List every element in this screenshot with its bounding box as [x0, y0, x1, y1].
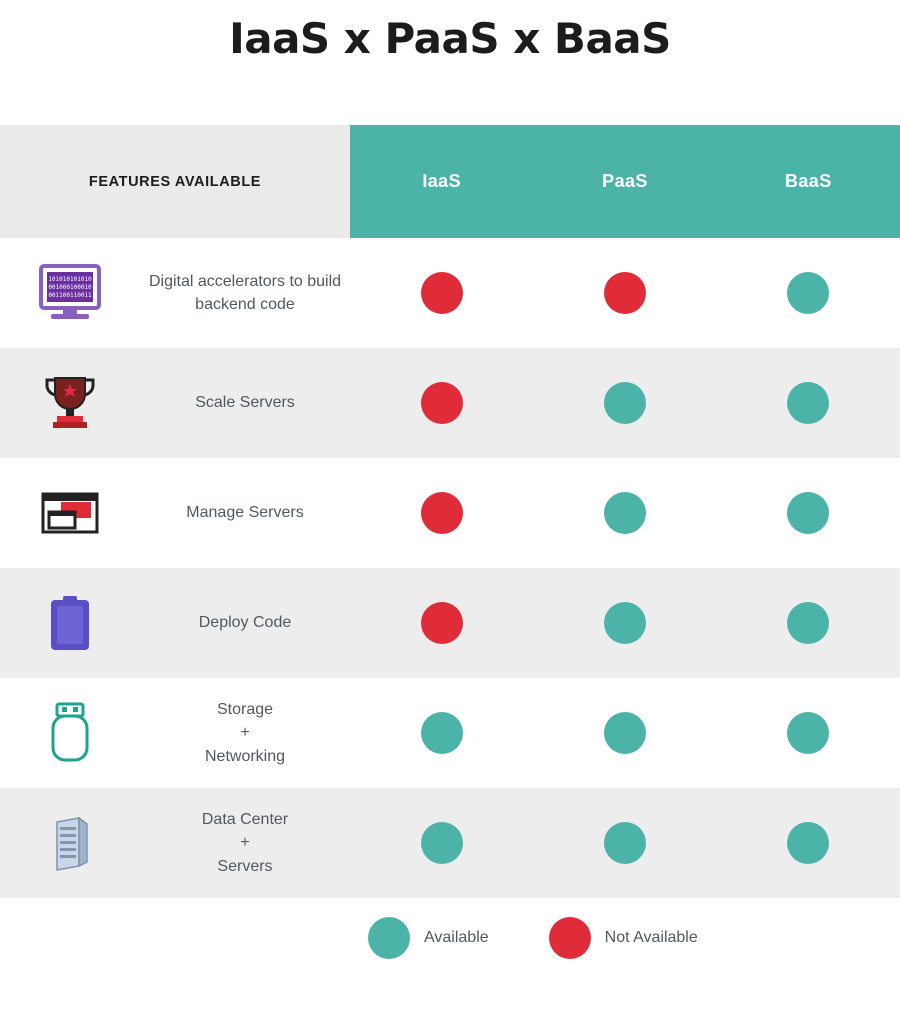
- row-label: Deploy Code: [198, 614, 292, 632]
- row-label-cell: [140, 568, 350, 678]
- value-cell-baas: [717, 382, 900, 424]
- row-values: [350, 458, 900, 568]
- value-cell-paas: [533, 822, 716, 864]
- table-row: [0, 458, 900, 568]
- column-header-iaas: IaaS: [422, 171, 461, 191]
- table-header-row: [0, 125, 900, 238]
- table-row: [0, 348, 900, 458]
- row-values: [350, 238, 900, 348]
- row-label-line-2: +: [240, 724, 250, 742]
- status-dot-available: [604, 822, 646, 864]
- row-label-cell: [140, 238, 350, 348]
- row-label-cell: [140, 678, 350, 788]
- value-cell-baas: [717, 272, 900, 314]
- row-icon-cell: [0, 678, 140, 788]
- features-header-label: FEATURES AVAILABLE: [88, 173, 262, 190]
- svg-text:101010101010: 101010101010: [48, 276, 92, 283]
- status-dot-available: [604, 602, 646, 644]
- table-row: [0, 238, 900, 348]
- row-label-line-1: Storage: [216, 701, 274, 719]
- row-label: [202, 808, 288, 878]
- status-dot-available: [787, 822, 829, 864]
- table-row: [0, 678, 900, 788]
- row-label: Scale Servers: [195, 394, 295, 412]
- row-values: [350, 568, 900, 678]
- row-icon-cell: [0, 568, 140, 678]
- monitor-binary-code-icon: [35, 258, 105, 328]
- legend-label-not-available: Not Available: [604, 929, 698, 946]
- legend-item-not-available: [549, 917, 698, 959]
- status-dot-available: [787, 272, 829, 314]
- legend-items: [350, 917, 900, 959]
- value-cell-paas: [533, 712, 716, 754]
- value-cell-baas: [717, 712, 900, 754]
- value-cell-iaas: [350, 712, 533, 754]
- value-cell-baas: [717, 822, 900, 864]
- row-label-line-2: +: [240, 834, 250, 852]
- svg-text:001000100010: 001000100010: [48, 284, 92, 291]
- value-cell-baas: [717, 492, 900, 534]
- status-dot-available: [604, 382, 646, 424]
- clipboard-icon: [35, 588, 105, 658]
- status-dot-available: [421, 822, 463, 864]
- row-label-line-3: Servers: [217, 857, 273, 875]
- row-label-line-3: Networking: [204, 747, 286, 765]
- row-label-cell: [140, 348, 350, 458]
- table-row: [0, 568, 900, 678]
- status-dot-not-available: [421, 492, 463, 534]
- row-values: [350, 678, 900, 788]
- value-cell-paas: [533, 602, 716, 644]
- features-header-cell: [0, 125, 350, 238]
- value-cell-iaas: [350, 822, 533, 864]
- status-dot-not-available: [604, 272, 646, 314]
- row-label: Digital accelerators to build backend code: [148, 272, 342, 313]
- value-cell-iaas: [350, 382, 533, 424]
- windows-stack-icon: [35, 478, 105, 548]
- value-cell-iaas: [350, 492, 533, 534]
- status-dot-available: [787, 492, 829, 534]
- svg-text:001100110011: 001100110011: [48, 292, 92, 299]
- row-values: [350, 348, 900, 458]
- row-icon-cell: [0, 458, 140, 568]
- status-dot-available: [604, 492, 646, 534]
- data-center-icon: [35, 808, 105, 878]
- legend: [0, 898, 900, 978]
- status-dot-available: [787, 382, 829, 424]
- legend-item-available: [368, 917, 489, 959]
- column-header-paas: PaaS: [602, 171, 648, 191]
- row-label: Manage Servers: [186, 504, 304, 522]
- row-values: [350, 788, 900, 898]
- legend-label-available: Available: [424, 929, 489, 946]
- legend-dot-available: [368, 917, 410, 959]
- value-cell-paas: [533, 492, 716, 534]
- status-dot-available: [421, 712, 463, 754]
- page-title: IaaS x PaaS x BaaS: [229, 14, 671, 63]
- row-label-cell: [140, 788, 350, 898]
- table-row: [0, 788, 900, 898]
- value-cell-paas: [533, 382, 716, 424]
- value-cell-baas: [717, 602, 900, 644]
- row-label-line-1: Data Center: [201, 811, 289, 829]
- status-dot-available: [787, 602, 829, 644]
- column-header-baas: BaaS: [785, 171, 832, 191]
- value-cell-iaas: [350, 272, 533, 314]
- comparison-table: [0, 125, 900, 978]
- status-dot-not-available: [421, 272, 463, 314]
- row-label-cell: [140, 458, 350, 568]
- value-cell-paas: [533, 272, 716, 314]
- usb-drive-icon: [35, 698, 105, 768]
- legend-dot-not-available: [549, 917, 591, 959]
- row-icon-cell: [0, 788, 140, 898]
- row-label: [205, 698, 285, 768]
- trophy-icon: [35, 368, 105, 438]
- status-dot-not-available: [421, 602, 463, 644]
- row-icon-cell: [0, 348, 140, 458]
- status-dot-available: [604, 712, 646, 754]
- value-cell-iaas: [350, 602, 533, 644]
- service-columns-header: [350, 125, 900, 238]
- status-dot-available: [787, 712, 829, 754]
- row-icon-cell: [0, 238, 140, 348]
- status-dot-not-available: [421, 382, 463, 424]
